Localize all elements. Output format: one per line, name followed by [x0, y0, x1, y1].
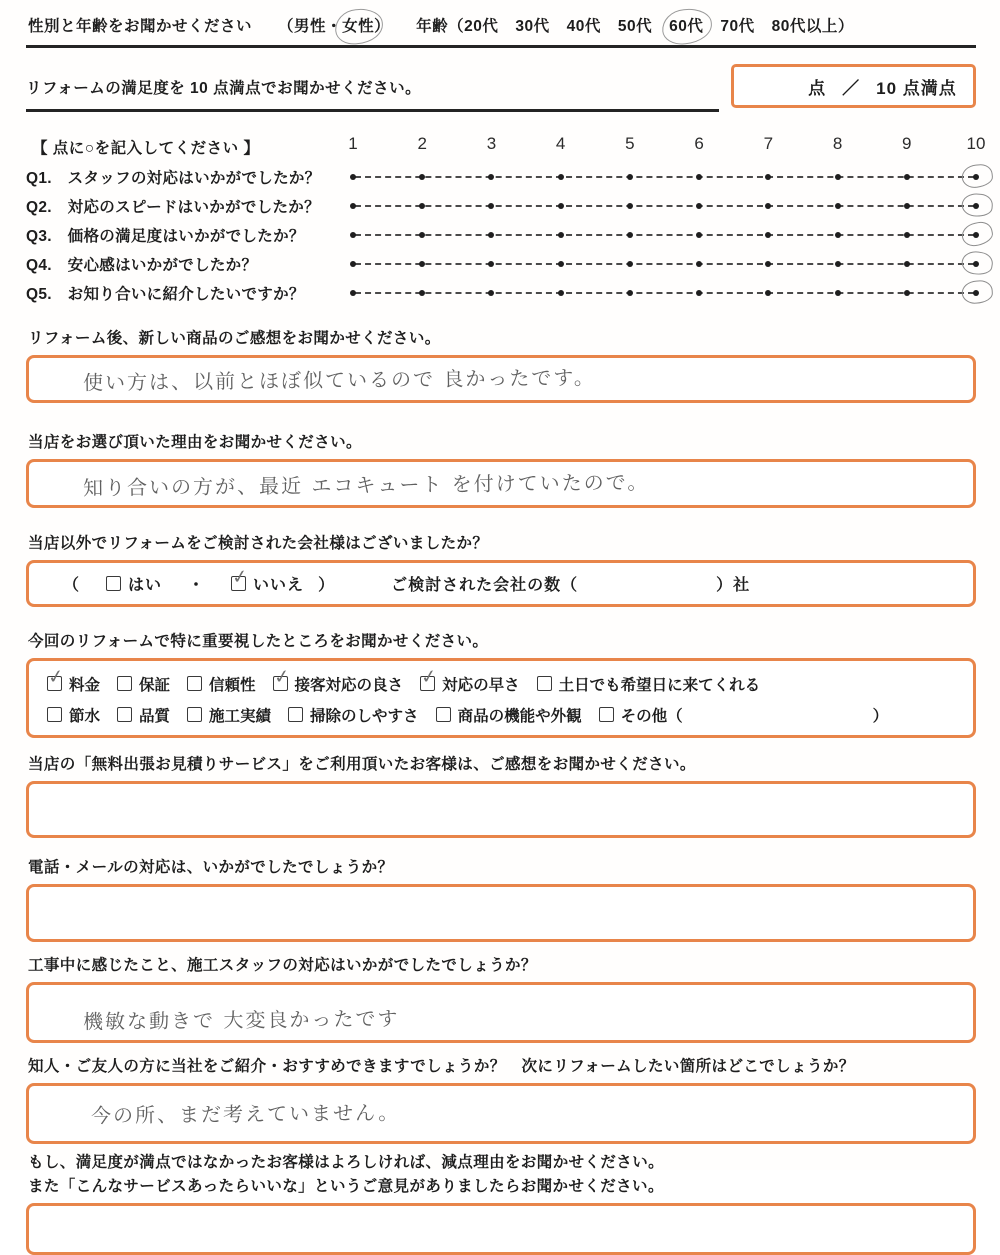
rating-row: [26, 249, 976, 278]
scale-dot-4[interactable]: [558, 203, 564, 209]
product-answer-handwriting: 使い方は、以前とほぼ似ているので 良かったです。: [82, 365, 596, 395]
scale-dot-10[interactable]: [973, 174, 979, 180]
checkbox-label: 掃除のしやすさ: [310, 707, 419, 725]
scale-dot-10[interactable]: [973, 232, 979, 238]
checkbox[interactable]: [537, 676, 552, 691]
checkbox-yes-label: はい: [128, 577, 163, 594]
age-option[interactable]: 40代: [566, 18, 601, 35]
scale-dot-2[interactable]: [419, 174, 425, 180]
rating-scale-line: [353, 278, 976, 307]
rating-scale-section: [26, 134, 986, 307]
reason-question: 当店をお選び頂いた理由をお聞かせください。: [28, 434, 362, 451]
priority-item[interactable]: [537, 673, 761, 695]
scale-dot-1[interactable]: [350, 290, 356, 296]
check-mark: ✓: [230, 565, 251, 590]
checkbox-label: 品質: [139, 707, 171, 725]
scale-dot-6[interactable]: [696, 261, 702, 267]
checkbox-label: 信頼性: [209, 676, 256, 694]
checkbox-label: 保証: [139, 676, 171, 694]
scale-dot-8[interactable]: [835, 174, 841, 180]
rating-instruction: 【 点に○を記入してください 】: [32, 140, 260, 157]
scale-dashed-line: [355, 205, 974, 207]
scale-dashed-line: [355, 176, 974, 178]
scale-dot-3[interactable]: [488, 203, 494, 209]
priority-item[interactable]: [436, 704, 582, 726]
phone-answer-box[interactable]: [26, 884, 976, 942]
priority-item[interactable]: [117, 704, 170, 726]
priority-item[interactable]: [187, 673, 256, 695]
gender-age-question: 性別と年齢をお聞かせください: [28, 18, 253, 35]
scale-dot-5[interactable]: [627, 290, 633, 296]
priority-item[interactable]: [288, 704, 419, 726]
priority-item[interactable]: [117, 673, 170, 695]
rating-row: [26, 191, 976, 220]
scale-dot-9[interactable]: [904, 203, 910, 209]
section-phone-mail: [26, 855, 976, 942]
deduction-question-line1: もし、満足度が満点ではなかったお客様はよろしければ、減点理由をお聞かせください。: [28, 1154, 665, 1171]
checkbox[interactable]: [187, 707, 202, 722]
scale-dot-1[interactable]: [350, 232, 356, 238]
age-option[interactable]: 70代: [720, 18, 755, 35]
priority-item[interactable]: [46, 665, 101, 695]
age-option[interactable]: 50代: [617, 18, 653, 35]
companies-answer-box: （ はい ・ ✓ いいえ ） ご検討された会社の数（ ）社: [26, 560, 976, 607]
checkbox-no[interactable]: [230, 565, 251, 591]
age-option[interactable]: 30代: [515, 18, 550, 35]
rating-row: [26, 220, 976, 249]
estimate-question: 当店の「無料出張お見積りサービス」をご利用頂いたお客様は、ご感想をお聞かせください。: [28, 756, 696, 773]
scale-number: 9: [902, 134, 912, 153]
gender-options: （男性・女性）: [278, 14, 390, 36]
construction-question: 工事中に感じたこと、施工スタッフの対応はいかがでしたでしょうか？: [28, 957, 537, 974]
rating-question-label: Q5. お知り合いに紹介したいですか？: [26, 285, 305, 303]
construction-answer-handwriting: 機敏な動きで 大変良かったです: [82, 1006, 400, 1034]
section-estimate-service: [26, 752, 976, 838]
gender-option-female-circled[interactable]: 女性: [342, 14, 374, 36]
checkbox-label: 施工実績: [209, 707, 272, 725]
scale-dot-3[interactable]: [488, 232, 494, 238]
deduction-question-line2: また「こんなサービスあったらいいな」というご意見がありましたらお聞かせください。: [28, 1178, 664, 1195]
gender-age-header: [26, 8, 976, 48]
scale-dot-8[interactable]: [835, 290, 841, 296]
rating-question-label: Q2. 対応のスピードはいかがでしたか？: [26, 198, 320, 216]
section-deduction-reason: [26, 1150, 976, 1255]
scale-dot-8[interactable]: [835, 203, 841, 209]
scale-dot-4[interactable]: [558, 290, 564, 296]
scale-dot-5[interactable]: [627, 261, 633, 267]
company-count-suffix: ）社: [716, 577, 751, 594]
rating-question-label: Q4. 安心感はいかがでしたか？: [26, 256, 258, 274]
checkbox[interactable]: [47, 707, 62, 722]
checkbox[interactable]: [187, 676, 202, 691]
checkbox-label: その他（: [620, 707, 683, 725]
scale-dot-7[interactable]: [765, 203, 771, 209]
company-count-label: ご検討された会社の数（: [391, 577, 579, 594]
rating-scale-line: [353, 162, 976, 191]
scale-number: 4: [555, 134, 566, 153]
rating-row: [26, 162, 976, 191]
scale-dot-7[interactable]: [765, 174, 771, 180]
scale-number-axis: [348, 134, 986, 162]
deduction-answer-box[interactable]: [26, 1203, 976, 1255]
checkbox-yes[interactable]: [106, 576, 121, 591]
score-unit: 点: [808, 78, 827, 98]
priorities-row-1: [46, 665, 957, 695]
priorities-row-2: [47, 704, 957, 726]
scale-number: 6: [694, 134, 704, 153]
section-construction-staff: [26, 953, 976, 1043]
score-max-label: 10 点満点: [876, 78, 957, 98]
scale-dot-7[interactable]: [765, 290, 771, 296]
scale-dot-9[interactable]: [904, 261, 910, 267]
scale-dot-7[interactable]: [765, 261, 771, 267]
scale-dot-2[interactable]: [419, 261, 425, 267]
checkbox-no-label: いいえ: [253, 577, 305, 594]
phone-question: 電話・メールの対応は、いかがでしたでしょうか？: [28, 859, 394, 876]
scale-number: 3: [486, 134, 497, 153]
scale-dot-9[interactable]: [904, 290, 910, 296]
checkbox-checked[interactable]: [419, 665, 439, 691]
rating-row: [26, 278, 976, 307]
rating-question-label: Q3. 価格の満足度はいかがでしたか？: [26, 227, 305, 245]
checkbox-label: 対応の早さ: [442, 676, 520, 694]
score-box[interactable]: [731, 64, 976, 108]
estimate-answer-box[interactable]: [26, 781, 976, 838]
scale-dot-4[interactable]: [558, 174, 564, 180]
priorities-question: 今回のリフォームで特に重要視したところをお聞かせください。: [28, 633, 489, 650]
scale-dot-4[interactable]: [558, 232, 564, 238]
scale-dot-5[interactable]: [627, 203, 633, 209]
close-paren: ）: [872, 707, 889, 725]
rating-scale-line: [353, 191, 976, 220]
scale-dashed-line: [355, 234, 974, 236]
product-question: リフォーム後、新しい商品のご感想をお聞かせください。: [28, 330, 441, 347]
scale-number: 5: [625, 134, 635, 153]
scale-dot-2[interactable]: [419, 203, 425, 209]
priority-item[interactable]: [599, 704, 889, 726]
checkbox-label: 料金: [69, 676, 101, 694]
scale-dot-3[interactable]: [488, 261, 494, 267]
priority-item[interactable]: [47, 704, 100, 726]
reason-answer-box[interactable]: [26, 459, 976, 508]
checkbox[interactable]: [117, 676, 132, 691]
scale-dot-1[interactable]: [350, 261, 356, 267]
checkbox-label: 土日でも希望日に来てくれる: [558, 676, 761, 694]
check-mark: ✓: [272, 665, 291, 690]
scale-dot-6[interactable]: [696, 174, 702, 180]
section-priorities: [26, 629, 976, 738]
referral-answer-box[interactable]: [26, 1083, 976, 1144]
scale-dot-3[interactable]: [488, 174, 494, 180]
scale-dot-7[interactable]: [765, 232, 771, 238]
scale-number: 10: [966, 134, 986, 153]
referral-question: 知人・ご友人の方に当社をご紹介・おすすめできますでしょうか？ 次にリフォームしたい箇所はどこでしょうか？: [28, 1058, 855, 1075]
scale-dot-6[interactable]: [696, 290, 702, 296]
checkbox-checked[interactable]: [272, 665, 291, 691]
section-product-impression: [26, 326, 976, 403]
scale-dashed-line: [355, 263, 974, 265]
age-option[interactable]: 20代: [464, 18, 499, 35]
reason-answer-handwriting: 知り合いの方が、最近 エコキュート を付けていたので。: [82, 470, 650, 500]
checkbox-label: 接客対応の良さ: [294, 676, 404, 694]
check-mark: ✓: [419, 665, 439, 690]
scale-dot-1[interactable]: [350, 174, 356, 180]
scale-number: 8: [832, 134, 843, 153]
satisfaction-question: リフォームの満足度を 10 点満点でお聞かせください。: [26, 64, 719, 112]
rating-scale-header: [26, 134, 986, 162]
scale-dot-10[interactable]: [973, 261, 979, 267]
scale-number: 1: [348, 134, 358, 153]
referral-answer-handwriting: 今の所、まだ考えていません。: [90, 1099, 401, 1128]
priority-item[interactable]: [419, 665, 520, 695]
priorities-box: [26, 658, 976, 738]
checkbox[interactable]: [436, 707, 451, 722]
checkbox[interactable]: [288, 707, 303, 722]
rating-scale-line: [353, 249, 976, 278]
rating-question-label: Q1. スタッフの対応はいかがでしたか？: [26, 169, 321, 187]
companies-question: 当店以外でリフォームをご検討された会社様はございましたか？: [28, 535, 489, 552]
scale-dot-2[interactable]: [419, 290, 425, 296]
check-mark: ✓: [46, 665, 66, 690]
rating-rows: [26, 162, 976, 307]
age-option-selected-circled[interactable]: 60代: [669, 14, 703, 36]
scale-dot-8[interactable]: [835, 232, 841, 238]
scale-dot-4[interactable]: [558, 261, 564, 267]
scale-dot-10[interactable]: [973, 290, 979, 296]
section-other-companies: [26, 531, 976, 607]
section-choose-reason: [26, 430, 976, 508]
priority-item[interactable]: [272, 665, 404, 695]
gender-option-male[interactable]: 男性: [294, 18, 327, 35]
scale-dot-5[interactable]: [627, 232, 633, 238]
score-slash: ／: [842, 78, 861, 98]
age-label: 年齢: [416, 18, 449, 35]
scale-dot-6[interactable]: [696, 232, 702, 238]
deduction-question: [26, 1150, 976, 1196]
scale-dot-1[interactable]: [350, 203, 356, 209]
scale-dot-10[interactable]: [973, 203, 979, 209]
scale-dot-9[interactable]: [904, 174, 910, 180]
construction-answer-box[interactable]: [26, 982, 976, 1043]
rating-scale-line: [353, 220, 976, 249]
satisfaction-section: [26, 64, 976, 112]
checkbox-checked[interactable]: [46, 665, 66, 691]
scale-dot-5[interactable]: [627, 174, 633, 180]
scale-dashed-line: [355, 292, 974, 294]
section-referral: [26, 1054, 976, 1144]
checkbox[interactable]: [599, 707, 614, 722]
scale-dot-9[interactable]: [904, 232, 910, 238]
scale-number: 7: [763, 134, 774, 153]
checkbox-label: 商品の機能や外観: [457, 707, 582, 725]
scale-dot-6[interactable]: [696, 203, 702, 209]
scale-dot-2[interactable]: [419, 232, 425, 238]
age-option[interactable]: 80代以上: [771, 18, 838, 35]
age-options: 年齢（20代 30代 40代 50代 60代 70代 80代以上）: [416, 14, 854, 36]
scale-number: 2: [417, 134, 427, 153]
product-answer-box[interactable]: [26, 355, 976, 403]
scale-dot-3[interactable]: [488, 290, 494, 296]
priority-item[interactable]: [187, 704, 271, 726]
checkbox-label: 節水: [69, 707, 101, 725]
checkbox[interactable]: [117, 707, 132, 722]
scale-dot-8[interactable]: [835, 261, 841, 267]
